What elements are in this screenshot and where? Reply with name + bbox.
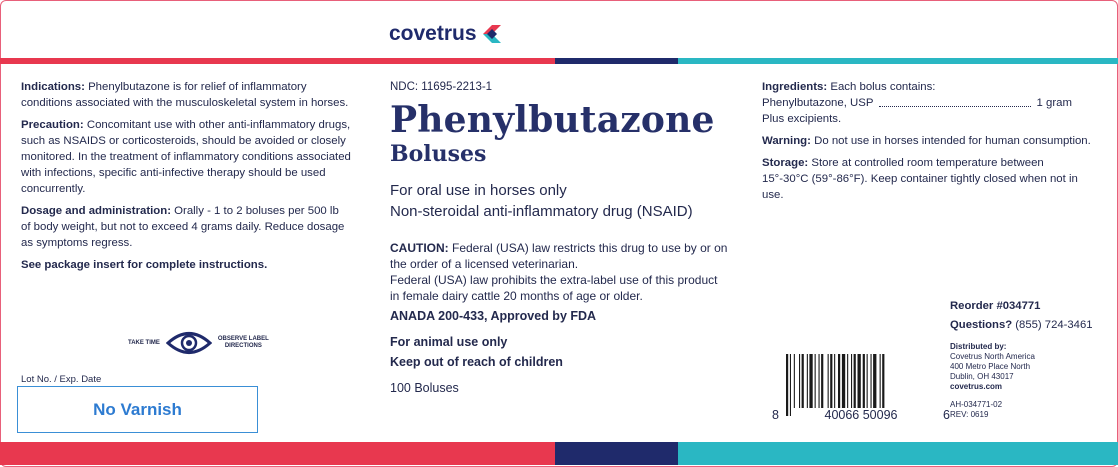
animal-use-only: For animal use only — [390, 335, 508, 349]
ingredients-heading: Ingredients: Each bolus contains: — [762, 81, 936, 93]
top-color-band — [0, 58, 1118, 64]
bottom-color-band — [0, 442, 1118, 465]
distributor-block: Distributed by: Covetrus North America 400 Metro Place North Dublin, OH 43017 covetrus.com — [950, 342, 1035, 391]
keep-out-of-reach: Keep out of reach of children — [390, 355, 563, 369]
revision-number: REV: 0619 — [950, 410, 989, 419]
warning-paragraph: Warning: Do not use in horses intended for human consumption. — [762, 135, 1091, 147]
precaution-paragraph: Precaution: Concomitant use with other anti-inflammatory drugs, such as NSAIDS or corticosteroids, should be avoided or closely monitored. In the treatment of inflammatory conditions associated with infections, specific anti-infective therapy should be used concurrently. — [21, 119, 351, 195]
product-subtitle: Boluses — [390, 141, 487, 167]
covetrus-logo — [389, 22, 503, 46]
eye-icon — [166, 330, 212, 356]
barcode-digit-right: 6 — [943, 408, 950, 422]
usage-line-2: Non-steroidal anti-inflammatory drug (NSAID) — [390, 203, 693, 220]
usage-block — [390, 180, 730, 222]
excipients-line: Plus excipients. — [762, 113, 842, 125]
ndc-number: NDC: 11695-2213-1 — [390, 81, 493, 93]
lot-exp-box — [17, 386, 258, 433]
product-title: Phenylbutazone — [390, 99, 715, 141]
dosage-paragraph: Dosage and administration: Orally - 1 to 2 boluses per 500 lb of body weight, but not to exceed 4 grams daily. Reduce dosage as symptoms regress. — [21, 205, 345, 249]
barcode-digits: 40066 50096 — [824, 408, 898, 422]
reorder-number: Reorder #034771 — [950, 300, 1041, 312]
no-varnish-text: No Varnish — [93, 399, 182, 419]
caution-paragraph: CAUTION: Federal (USA) law restricts this drug to use by or on the order of a licensed veterinarian. — [390, 241, 728, 271]
barcode-bars — [786, 354, 936, 416]
take-time-label: TAKE TIME — [128, 340, 160, 346]
questions-line: Questions? (855) 724-3461 — [950, 319, 1093, 331]
upc-barcode — [772, 354, 950, 422]
anada-approval: ANADA 200-433, Approved by FDA — [390, 309, 597, 323]
package-insert-note: See package insert for complete instructions. — [21, 259, 268, 271]
usage-line-1: For oral use in horses only — [390, 182, 567, 199]
covetrus-mark-icon — [481, 23, 503, 45]
middle-panel — [390, 79, 730, 396]
reorder-block — [950, 297, 1093, 335]
product-code: AH-034771-02 — [950, 400, 1003, 409]
indications-paragraph: Indications: Phenylbutazone is for relief of inflammatory conditions associated with the musculoskeletal system in horses. — [21, 81, 349, 109]
federal-paragraph: Federal (USA) law prohibits the extra-label use of this product in female dairy cattle 20 months of age or older. — [390, 273, 718, 303]
left-panel — [21, 79, 351, 279]
barcode-digit-left: 8 — [772, 408, 779, 422]
brand-name: covetrus — [389, 22, 477, 45]
bolus-count: 100 Boluses — [390, 381, 459, 395]
storage-paragraph: Storage: Store at controlled room temperature between 15°-30°C (59°-86°F). Keep container tightly closed when not in use. — [762, 157, 1078, 201]
ingredient-line: Phenylbutazone, USP 1 gram — [762, 97, 1072, 109]
take-time-observe-directions — [128, 330, 269, 356]
lot-exp-label: Lot No. / Exp. Date — [21, 374, 102, 385]
observe-label-directions: OBSERVE LABEL DIRECTIONS — [217, 336, 269, 349]
right-panel — [762, 79, 1092, 209]
revision-block — [950, 400, 1002, 420]
